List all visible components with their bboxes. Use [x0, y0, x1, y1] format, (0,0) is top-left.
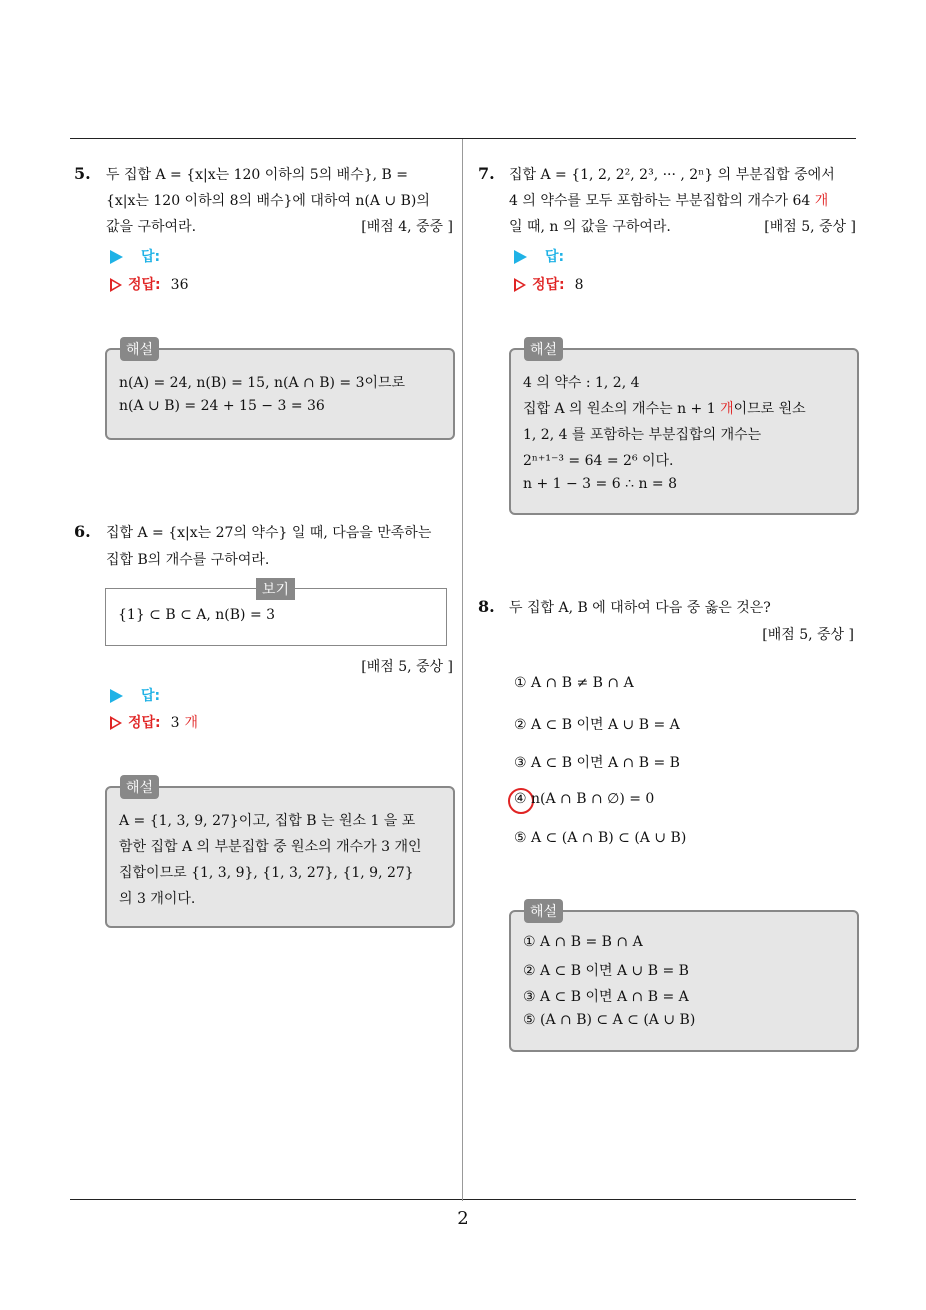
- question-line: 집합 A = {1, 2, 2², 2³, ··· , 2ⁿ} 의 부분집합 중에서: [509, 167, 835, 183]
- correct-answer-row: [110, 712, 198, 732]
- question-line: 값을 구하여라.: [106, 219, 197, 235]
- unit-text: 개: [814, 193, 829, 209]
- bogi-text: {1} ⊂ B ⊂ A, n(B) = 3: [118, 607, 276, 623]
- correct-label: 정답:: [532, 277, 565, 293]
- correct-label: 정답:: [128, 715, 161, 731]
- bottom-rule: [70, 1199, 856, 1200]
- problem-number: 6.: [74, 522, 91, 541]
- page-number: 2: [457, 1208, 469, 1229]
- correct-label: 정답:: [128, 277, 161, 293]
- explanation-tag: 해설: [120, 337, 159, 361]
- answer-label: 답:: [545, 249, 565, 265]
- answer-label: 답:: [141, 249, 161, 265]
- explanation-line: n(A) = 24, n(B) = 15, n(A ∩ B) = 3이므로: [119, 375, 406, 391]
- explanation-line: ② A ⊂ B 이면 A ∪ B = B: [523, 963, 689, 979]
- question-line: [509, 190, 828, 210]
- bogi-tag: 보기: [256, 578, 295, 600]
- answer-row: [514, 246, 564, 266]
- play-icon: [110, 250, 123, 264]
- score-label: [배점 5, 중상 ]: [361, 659, 453, 675]
- problem-number: 5.: [74, 164, 91, 183]
- outline-play-icon: [110, 278, 122, 292]
- explanation-line: ⑤ (A ∩ B) ⊂ A ⊂ (A ∪ B): [523, 1012, 696, 1028]
- explanation-line: [523, 398, 806, 418]
- choice-1[interactable]: ① A ∩ B ≠ B ∩ A: [514, 675, 634, 691]
- explanation-line: n(A ∪ B) = 24 + 15 − 3 = 36: [119, 398, 325, 414]
- answer-row: [110, 246, 160, 266]
- explanation-line: A = {1, 3, 9, 27}이고, 집합 B 는 원소 1 을 포: [119, 813, 416, 829]
- explanation-line: 함한 집합 A 의 부분집합 중 원소의 개수가 3 개인: [119, 839, 422, 855]
- play-icon: [110, 689, 123, 703]
- answer-row: [110, 685, 160, 705]
- play-icon: [514, 250, 527, 264]
- explanation-line: 4 의 약수 : 1, 2, 4: [523, 375, 640, 391]
- explanation-tag: 해설: [524, 899, 563, 923]
- top-rule: [70, 138, 856, 139]
- problem-number: 7.: [478, 164, 495, 183]
- question-line: 두 집합 A = {x|x는 120 이하의 5의 배수}, B =: [106, 167, 409, 183]
- score-label: [배점 5, 중상 ]: [764, 219, 856, 235]
- correct-value: 36: [170, 277, 189, 293]
- question-text: 4 의 약수를 모두 포함하는 부분집합의 개수가 64: [509, 193, 815, 209]
- correct-answer-row: [110, 274, 188, 294]
- explanation-box: [509, 348, 859, 515]
- outline-play-icon: [514, 278, 526, 292]
- explanation-line: 2ⁿ⁺¹⁻³ = 64 = 2⁶ 이다.: [523, 453, 674, 469]
- correct-unit: 개: [184, 715, 198, 731]
- column-divider: [462, 139, 463, 1201]
- choice-3[interactable]: ③ A ⊂ B 이면 A ∩ B = B: [514, 755, 680, 771]
- explanation-text: 이므로 원소: [733, 401, 806, 417]
- unit-text: 개: [720, 401, 734, 417]
- choice-4[interactable]: ④ n(A ∩ B ∩ ∅) = 0: [514, 791, 655, 807]
- explanation-tag: 해설: [120, 775, 159, 799]
- explanation-box: [105, 348, 455, 440]
- choice-5[interactable]: ⑤ A ⊂ (A ∩ B) ⊂ (A ∪ B): [514, 830, 687, 846]
- explanation-line: 1, 2, 4 를 포함하는 부분집합의 개수는: [523, 427, 762, 443]
- explanation-tag: 해설: [524, 337, 563, 361]
- explanation-box: [105, 786, 455, 928]
- choice-2[interactable]: ② A ⊂ B 이면 A ∪ B = A: [514, 717, 680, 733]
- question-line: 두 집합 A, B 에 대하여 다음 중 옳은 것은?: [509, 600, 771, 616]
- question-line: {x|x는 120 이하의 8의 배수}에 대하여 n(A ∪ B)의: [106, 193, 430, 209]
- problem-number: 8.: [478, 597, 495, 616]
- explanation-line: ① A ∩ B = B ∩ A: [523, 934, 643, 950]
- question-line: 일 때, n 의 값을 구하여라.: [509, 219, 671, 235]
- question-line: 집합 B의 개수를 구하여라.: [106, 552, 270, 568]
- explanation-text: 집합 A 의 원소의 개수는 n + 1: [523, 401, 721, 417]
- correct-value: 8: [574, 277, 584, 293]
- explanation-line: n + 1 − 3 = 6 ∴ n = 8: [523, 476, 677, 492]
- question-line: 집합 A = {x|x는 27의 약수} 일 때, 다음을 만족하는: [106, 525, 432, 541]
- explanation-line: 집합이므로 {1, 3, 9}, {1, 3, 27}, {1, 9, 27}: [119, 865, 414, 881]
- correct-answer-row: [514, 274, 584, 294]
- score-label: [배점 4, 중중 ]: [361, 219, 453, 235]
- outline-play-icon: [110, 716, 122, 730]
- correct-value: 3: [170, 715, 180, 731]
- explanation-line: ③ A ⊂ B 이면 A ∩ B = A: [523, 989, 689, 1005]
- answer-label: 답:: [141, 688, 161, 704]
- explanation-line: 의 3 개이다.: [119, 891, 196, 907]
- score-label: [배점 5, 중상 ]: [762, 627, 854, 643]
- explanation-box: [509, 910, 859, 1052]
